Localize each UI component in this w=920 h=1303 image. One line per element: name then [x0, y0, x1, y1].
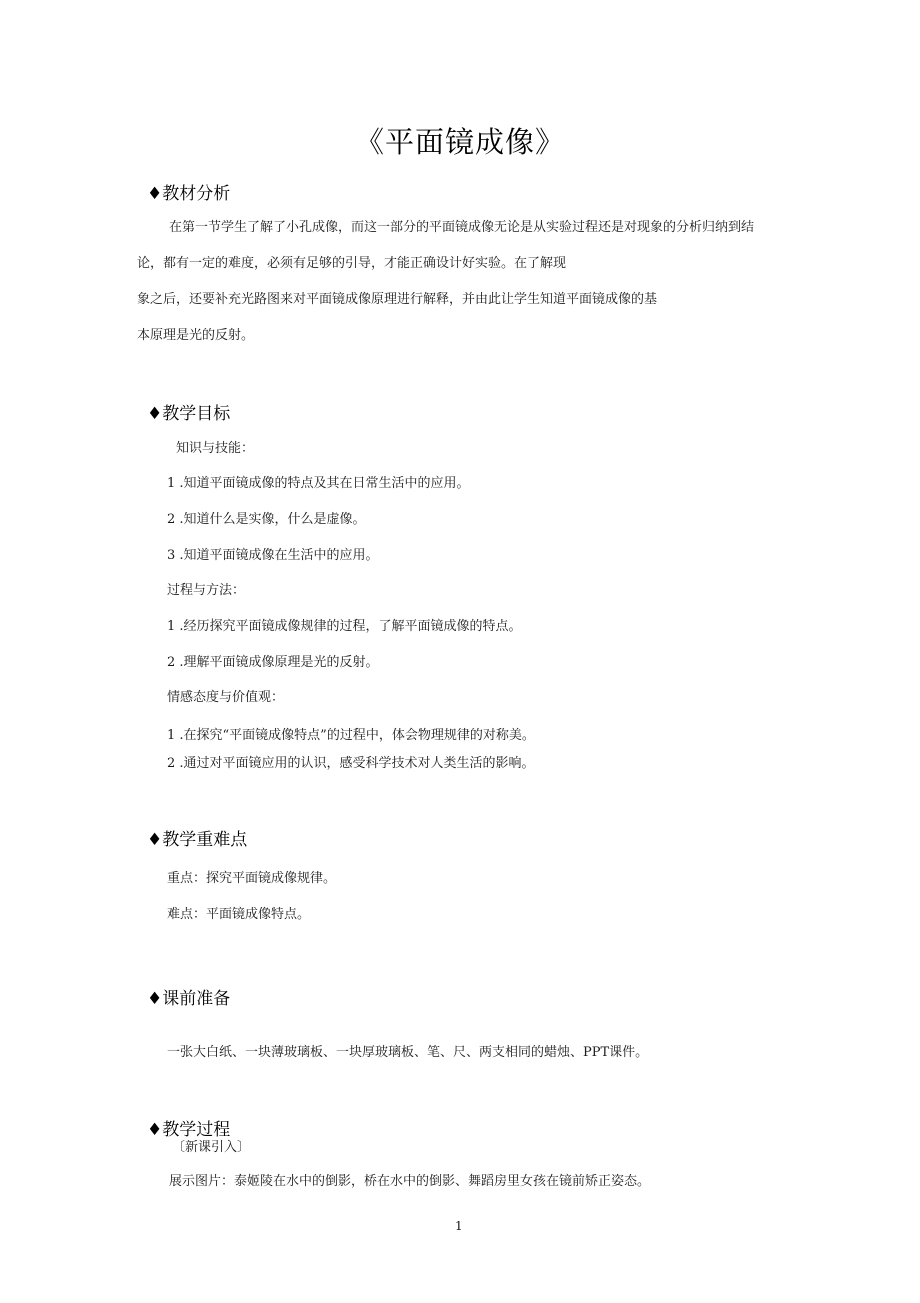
- analysis-line-1: 在第一节学生了解了小孔成像，而这一部分的平面镜成像无论是从实验过程还是对现象的分析归纳到结: [169, 220, 755, 235]
- section-heading-process: ♦教学过程: [147, 1120, 231, 1140]
- knowledge-item-3: 3 .知道平面镜成像在生活中的应用。: [167, 548, 379, 563]
- knowledge-item-2: 2 .知道什么是实像，什么是虚像。: [167, 512, 366, 527]
- process-item-2: 2 .理解平面镜成像原理是光的反射。: [167, 655, 379, 670]
- process-item-1: 1 .经历探究平面镜成像规律的过程，了解平面镜成像的特点。: [167, 619, 522, 634]
- process-text: 展示图片：泰姬陵在水中的倒影，桥在水中的倒影、舞蹈房里女孩在镜前矫正姿态。: [169, 1174, 651, 1189]
- process-label: 过程与方法：: [167, 583, 246, 598]
- emotion-item-2: 2 .通过对平面镜应用的认识，感受科学技术对人类生活的影响。: [167, 756, 535, 771]
- analysis-line-3: 象之后，还要补充光路图来对平面镜成像原理进行解释，并由此让学生知道平面镜成像的基: [137, 292, 658, 307]
- section-heading-objectives: ♦教学目标: [147, 404, 231, 424]
- section-heading-preparation: ♦课前准备: [147, 989, 231, 1009]
- knowledge-label: 知识与技能：: [176, 441, 255, 456]
- page-number: 1: [455, 1219, 463, 1233]
- preparation-text: 一张大白纸、一块薄玻璃板、一块厚玻璃板、笔、尺、两支相同的蜡烛、PPT课件。: [167, 1045, 649, 1060]
- difficult-point: 难点：平面镜成像特点。: [167, 907, 311, 922]
- document-title: 《平面镜成像》: [354, 125, 565, 159]
- emotion-label: 情感态度与价值观：: [167, 690, 285, 705]
- key-point: 重点：探究平面镜成像规律。: [167, 871, 337, 886]
- knowledge-item-1: 1 .知道平面镜成像的特点及其在日常生活中的应用。: [167, 476, 470, 491]
- section-heading-keypoints: ♦教学重难点: [147, 830, 248, 850]
- analysis-line-2: 论，都有一定的难度，必须有足够的引导，才能正确设计好实验。在了解现: [137, 256, 567, 271]
- analysis-line-4: 本原理是光的反射。: [137, 328, 255, 343]
- section-heading-analysis: ♦教材分析: [147, 184, 231, 204]
- process-sub-heading: 〔新课引入〕: [172, 1140, 251, 1155]
- emotion-item-1: 1 .在探究“平面镜成像特点”的过程中，体会物理规律的对称美。: [167, 728, 535, 743]
